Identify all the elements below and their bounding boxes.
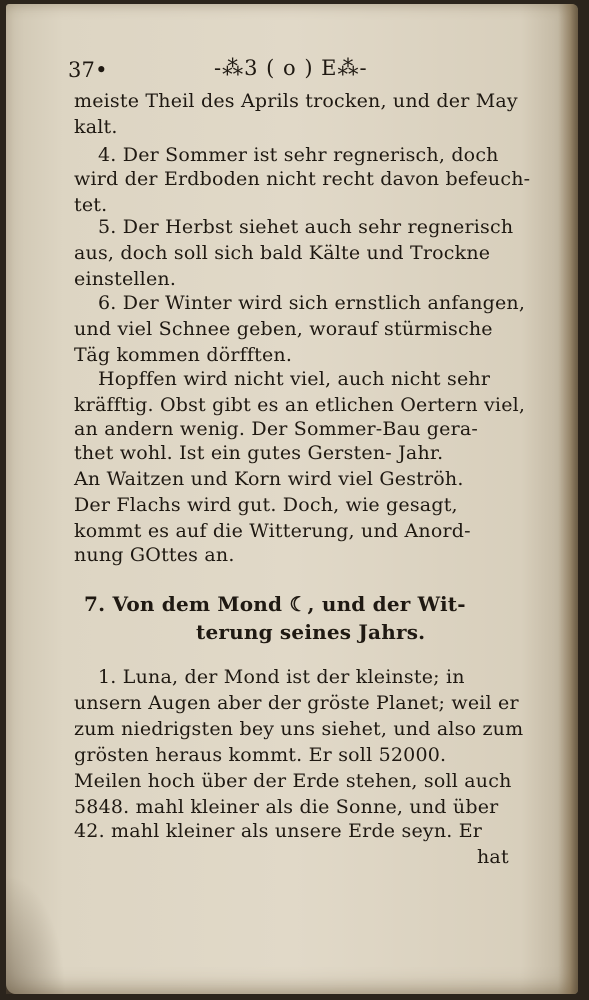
- text-line: tet.: [74, 194, 108, 216]
- page-stain: [6, 874, 66, 994]
- text-line: 5. Der Herbst siehet auch sehr regnerisch: [98, 216, 514, 238]
- text-line: meiste Theil des Aprils trocken, und der May: [74, 90, 518, 112]
- text-line: wird der Erdboden nicht recht davon befeuch-: [74, 168, 531, 190]
- text-line: An Waitzen und Korn wird viel Geströh.: [74, 468, 464, 490]
- text-line: an andern wenig. Der Sommer-Bau gera-: [74, 418, 479, 440]
- text-line: einstellen.: [74, 268, 177, 290]
- text-line: 5848. mahl kleiner als die Sonne, und über: [74, 796, 499, 818]
- text-line: Meilen hoch über der Erde stehen, soll auch: [74, 770, 512, 792]
- text-line: kommt es auf die Witterung, und Anord-: [74, 520, 471, 542]
- text-line: nung GOttes an.: [74, 544, 235, 566]
- page-edge-shadow: [558, 4, 578, 994]
- text-line: aus, doch soll sich bald Kälte und Trockne: [74, 242, 491, 264]
- text-line: Der Flachs wird gut. Doch, wie gesagt,: [74, 494, 458, 516]
- text-line: unsern Augen aber der gröste Planet; weil er: [74, 692, 519, 714]
- text-line: 1. Luna, der Mond ist der kleinste; in: [98, 666, 465, 688]
- text-line: 42. mahl kleiner als unsere Erde seyn. Er: [74, 820, 483, 842]
- section-heading-continued: terung seines Jahrs.: [196, 620, 426, 644]
- text-line: grösten heraus kommt. Er soll 52000.: [74, 744, 447, 766]
- text-line: zum niedrigsten bey uns siehet, und also zum: [74, 718, 524, 740]
- text-line: thet wohl. Ist ein gutes Gersten- Jahr.: [74, 442, 444, 464]
- page-number: 37•: [68, 58, 108, 82]
- text-line: und viel Schnee geben, worauf stürmische: [74, 318, 493, 340]
- text-line: kalt.: [74, 116, 118, 138]
- text-line: 6. Der Winter wird sich ernstlich anfangen,: [98, 292, 526, 314]
- text-line: 4. Der Sommer ist sehr regnerisch, doch: [98, 144, 499, 166]
- text-line: kräfftig. Obst gibt es an etlichen Oertern viel,: [74, 394, 526, 416]
- book-page: [6, 4, 578, 994]
- catchword: hat: [477, 846, 509, 868]
- text-line: Hopffen wird nicht viel, auch nicht sehr: [98, 368, 491, 390]
- section-heading: 7. Von dem Mond ☾, und der Wit-: [84, 592, 466, 616]
- text-line: Täg kommen dörfften.: [74, 344, 293, 366]
- header-ornament: -⁂3 ( o ) E⁂-: [214, 56, 368, 80]
